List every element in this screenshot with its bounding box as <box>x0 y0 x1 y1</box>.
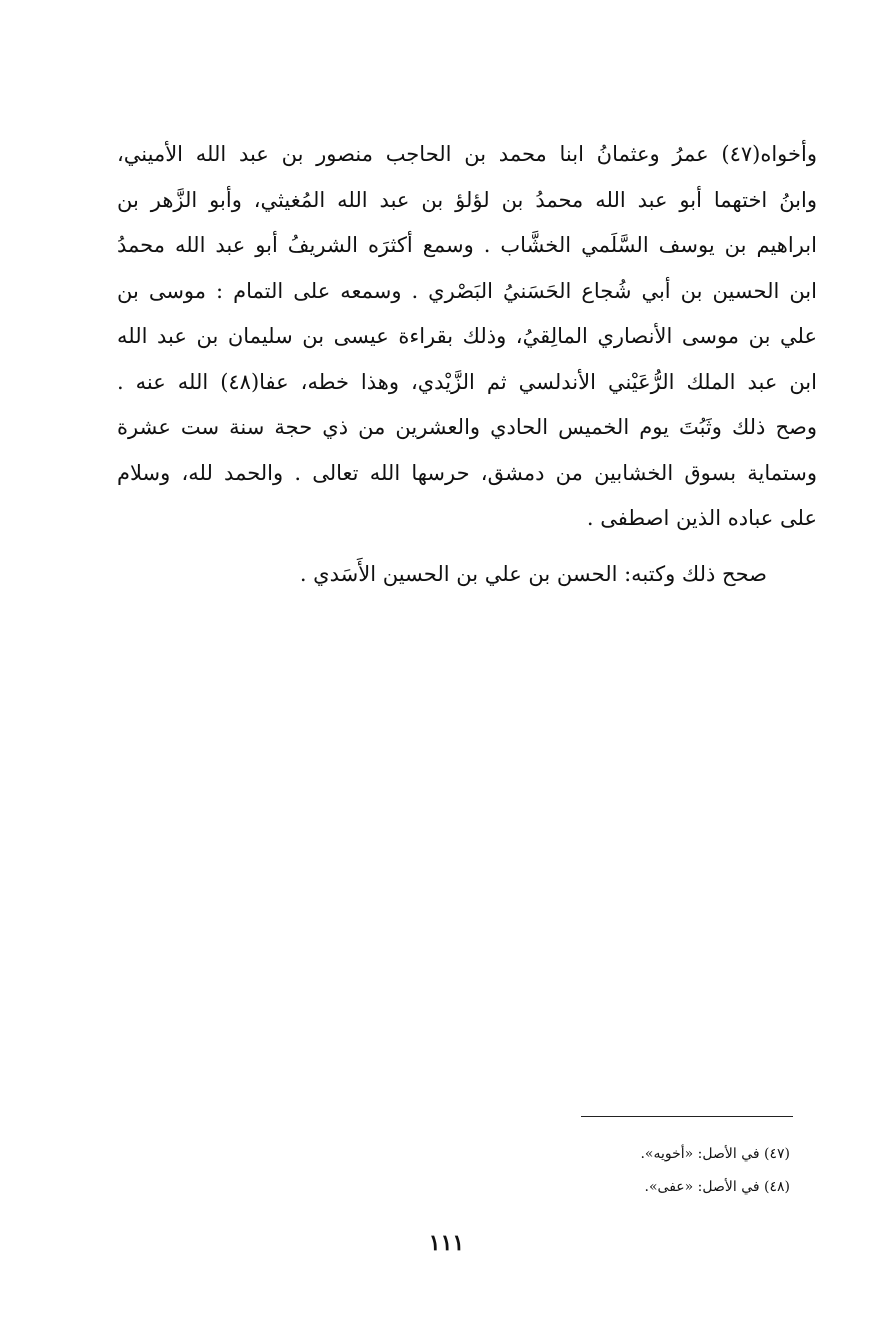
page-number: ١١١ <box>428 1230 465 1256</box>
footnotes-block <box>640 1138 790 1204</box>
text-line: وصح ذلك وثَبُتَ يوم الخميس الحادي والعشرين من ذي حجة سنة ست عشرة <box>117 415 817 439</box>
text-line: وابنُ اختهما أبو عبد الله محمدُ بن لؤلؤ بن عبد الله المُغيثي، وأبو الزَّهر بن <box>117 187 817 212</box>
text-line: علي بن موسى الأنصاري المالِقيُ، وذلك بقراءة عيسى بن سليمان بن عبد الله <box>117 324 817 348</box>
footnote-47: (٤٧) في الأصل: «أخويه». <box>640 1146 790 1162</box>
text-line: وأخواه(٤٧) عمرُ وعثمانُ ابنا محمد بن الحاجب منصور بن عبد الله الأميني، <box>117 142 817 166</box>
text-line: وستماية بسوق الخشابين من دمشق، حرسها الله تعالى . والحمد لله، وسلام <box>117 460 817 485</box>
signature-line: صحح ذلك وكتبه: الحسن بن علي بن الحسين الأَسَدي . <box>299 562 767 586</box>
footnote-48: (٤٨) في الأصل: «عفى». <box>644 1179 790 1195</box>
text-line: ابن عبد الملك الرُّعَيْني الأندلسي ثم الزَّيْدي، وهذا خطه، عفا(٤٨) الله عنه . <box>117 369 817 394</box>
text-line: ابراهيم بن يوسف السَّلَمي الخشَّاب . وسمع أكثرَه الشريفُ أبو عبد الله محمدُ <box>117 233 817 257</box>
text-line: على عباده الذين اصطفى . <box>586 506 817 530</box>
text-line: ابن الحسين بن أبي شُجاع الحَسَنيُ البَصْري . وسمعه على التمام : موسى بن <box>117 278 817 303</box>
footnote-divider <box>581 1116 793 1117</box>
main-text-block <box>117 132 817 542</box>
